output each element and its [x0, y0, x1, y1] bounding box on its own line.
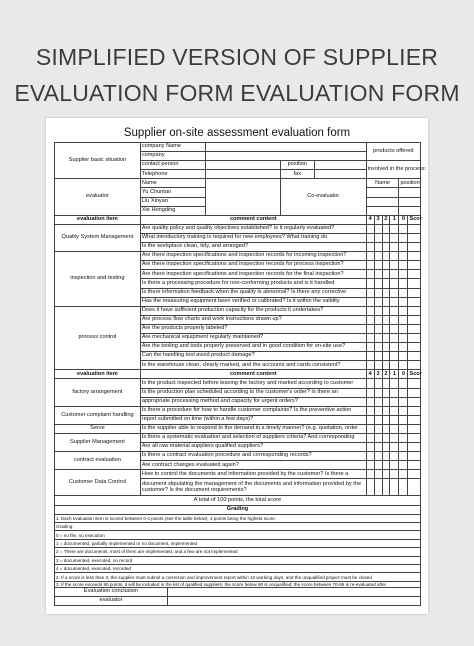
score-value-cell[interactable] — [408, 361, 421, 370]
conclusion-evaluator-value[interactable] — [167, 596, 420, 605]
score-checkbox-cell[interactable] — [374, 343, 382, 352]
score-3-header: 3 — [374, 370, 382, 379]
evaluation-item-label: Customer Data Control — [55, 470, 141, 496]
score-checkbox-cell[interactable] — [374, 406, 382, 415]
grading-row — [55, 523, 421, 531]
score-checkbox-cell[interactable] — [399, 415, 408, 424]
score-value-cell[interactable] — [408, 270, 421, 279]
evaluation-conclusion-value[interactable] — [167, 587, 420, 596]
position-value[interactable] — [314, 161, 366, 170]
score-checkbox-cell[interactable] — [390, 415, 399, 424]
score-checkbox-cell[interactable] — [382, 306, 390, 315]
score-checkbox-cell[interactable] — [366, 343, 374, 352]
score-checkbox-cell[interactable] — [382, 343, 390, 352]
score-checkbox-cell[interactable] — [382, 324, 390, 333]
score-0-header: 0 — [399, 215, 408, 224]
score-checkbox-cell[interactable] — [390, 261, 399, 270]
comment-content-cell: Is the workplace clean, tidy, and arranged? — [140, 243, 366, 252]
score-checkbox-cell[interactable] — [366, 270, 374, 279]
contact-person-label: contact person — [140, 161, 205, 170]
score-value-cell[interactable] — [408, 324, 421, 333]
table-row — [55, 424, 421, 433]
fax-label: fax — [280, 170, 314, 179]
score-checkbox-cell[interactable] — [374, 479, 382, 496]
table-row — [55, 452, 421, 461]
score-checkbox-cell[interactable] — [374, 443, 382, 452]
score-value-cell[interactable] — [408, 297, 421, 306]
comment-content-cell: Are the tooling and tools properly preserved and in good condition for on-site use? — [140, 343, 366, 352]
comment-content-cell: Is there a processing procedure for non-conforming products and is it handled — [140, 279, 366, 288]
co-position-label: position — [399, 179, 421, 188]
score-value-cell[interactable] — [408, 315, 421, 324]
score-checkbox-cell[interactable] — [374, 324, 382, 333]
score-value-cell[interactable] — [408, 461, 421, 470]
score-value-cell[interactable] — [408, 306, 421, 315]
evaluation-item-label: Supplier Management — [55, 434, 141, 452]
score-checkbox-cell[interactable] — [366, 252, 374, 261]
comment-content-cell: What introductory training is required for new employees? What training do — [140, 233, 366, 242]
table-row — [55, 470, 421, 479]
score-checkbox-cell[interactable] — [366, 288, 374, 297]
supplier-basic-situation-label: Supplier basic situation — [55, 143, 141, 179]
comment-content-cell: Is the product inspected before leaving the factory and marked according to customer — [140, 379, 366, 388]
score-value-cell[interactable] — [408, 470, 421, 479]
score-checkbox-cell[interactable] — [390, 452, 399, 461]
score-checkbox-cell[interactable] — [390, 279, 399, 288]
evaluation-item-label: Serve — [55, 424, 141, 433]
co-position-cell[interactable] — [399, 197, 421, 206]
score-3-header: 3 — [374, 215, 382, 224]
comment-content-cell: Is the supplier able to respond to the demand in a timely manner? (e.g. quotation, order — [140, 424, 366, 433]
page-subtitle: EVALUATION FORM EVALUATION FORM — [14, 80, 460, 106]
score-value-cell[interactable] — [408, 343, 421, 352]
co-name-cell[interactable] — [366, 188, 399, 197]
co-position-cell[interactable] — [399, 206, 421, 215]
score-checkbox-cell[interactable] — [390, 361, 399, 370]
total-row: A total of 100 points, the total score — [55, 496, 421, 505]
section-2-body — [55, 379, 421, 496]
score-value-cell[interactable] — [408, 406, 421, 415]
score-checkbox-cell[interactable] — [382, 379, 390, 388]
position-label: position — [280, 161, 314, 170]
score-checkbox-cell[interactable] — [382, 279, 390, 288]
grading-line: 4 = documented, executed, recorded — [55, 565, 421, 573]
co-position-cell[interactable] — [399, 188, 421, 197]
score-checkbox-cell[interactable] — [366, 470, 374, 479]
score-label-header: Scor — [408, 370, 421, 379]
score-checkbox-cell[interactable] — [390, 324, 399, 333]
score-checkbox-cell[interactable] — [390, 233, 399, 242]
score-checkbox-cell[interactable] — [390, 243, 399, 252]
grading-row — [55, 539, 421, 547]
grading-row — [55, 556, 421, 564]
score-checkbox-cell[interactable] — [382, 415, 390, 424]
score-checkbox-cell[interactable] — [374, 306, 382, 315]
score-checkbox-cell[interactable] — [390, 397, 399, 406]
score-checkbox-cell[interactable] — [366, 233, 374, 242]
score-checkbox-cell[interactable] — [399, 434, 408, 443]
score-checkbox-cell[interactable] — [390, 388, 399, 397]
score-value-cell[interactable] — [408, 261, 421, 270]
score-value-cell[interactable] — [408, 379, 421, 388]
score-checkbox-cell[interactable] — [399, 479, 408, 496]
name-label: Name — [140, 179, 205, 188]
score-checkbox-cell[interactable] — [399, 243, 408, 252]
grading-row — [55, 548, 421, 556]
grading-line: Grading: — [55, 523, 421, 531]
score-checkbox-cell[interactable] — [374, 288, 382, 297]
score-checkbox-cell[interactable] — [374, 333, 382, 342]
score-checkbox-cell[interactable] — [382, 434, 390, 443]
score-label-header: Scor — [408, 215, 421, 224]
score-checkbox-cell[interactable] — [382, 315, 390, 324]
table-row — [55, 379, 421, 388]
grading-line: 3 = documented, executed, no record — [55, 556, 421, 564]
comment-content-cell: Are contract changes evaluated again? — [140, 461, 366, 470]
score-checkbox-cell[interactable] — [366, 333, 374, 342]
co-name-cell[interactable] — [366, 206, 399, 215]
score-value-cell[interactable] — [408, 224, 421, 233]
score-checkbox-cell[interactable] — [374, 434, 382, 443]
score-checkbox-cell[interactable] — [382, 261, 390, 270]
grading-row — [55, 531, 421, 539]
table-row — [55, 434, 421, 443]
grading-row — [55, 514, 421, 522]
score-4-header: 4 — [366, 215, 374, 224]
evaluation-item-label: Quality System Management — [55, 224, 141, 251]
score-checkbox-cell[interactable] — [382, 297, 390, 306]
co-name-label: Name — [366, 179, 399, 188]
grading-line: 1 = documented, partially implemented or no document, implemented — [55, 539, 421, 547]
score-checkbox-cell[interactable] — [366, 352, 374, 361]
score-checkbox-cell[interactable] — [399, 424, 408, 433]
score-checkbox-cell[interactable] — [382, 470, 390, 479]
conclusion-evaluator-label: evaluator — [55, 596, 168, 605]
score-checkbox-cell[interactable] — [382, 397, 390, 406]
score-value-cell[interactable] — [408, 288, 421, 297]
score-value-cell[interactable] — [408, 415, 421, 424]
score-checkbox-cell[interactable] — [399, 406, 408, 415]
company-label: company — [140, 152, 205, 161]
score-checkbox-cell[interactable] — [399, 252, 408, 261]
score-checkbox-cell[interactable] — [382, 352, 390, 361]
score-value-cell[interactable] — [408, 424, 421, 433]
evaluation-form-sheet — [46, 118, 428, 614]
score-checkbox-cell[interactable] — [399, 261, 408, 270]
score-checkbox-cell[interactable] — [399, 297, 408, 306]
score-checkbox-cell[interactable] — [390, 461, 399, 470]
score-checkbox-cell[interactable] — [399, 397, 408, 406]
score-checkbox-cell[interactable] — [366, 424, 374, 433]
comment-content-cell: Are the products properly labeled? — [140, 324, 366, 333]
grading-line: 2. If a score is less than 3, the supplier must submit a correction and improvement report within 10 working days, and the unqualified project must be closed — [55, 573, 421, 581]
grading-line: 2 = There are documents, most of them are implemented, and a few are not implemented — [55, 548, 421, 556]
evaluation-item-header: evaluation item — [55, 370, 141, 379]
comment-content-header: comment content — [140, 215, 366, 224]
score-checkbox-cell[interactable] — [382, 270, 390, 279]
score-checkbox-cell[interactable] — [382, 479, 390, 496]
comment-content-cell: appropriate processing method and capacity for urgent orders? — [140, 397, 366, 406]
score-2-header: 2 — [382, 370, 390, 379]
comment-content-cell: Are quality policy and quality objectives established? Is it regularly evaluated? — [140, 224, 366, 233]
telephone-value[interactable] — [206, 170, 281, 179]
evaluator-blank — [206, 179, 281, 215]
score-checkbox-cell[interactable] — [374, 361, 382, 370]
score-checkbox-cell[interactable] — [374, 252, 382, 261]
score-value-cell[interactable] — [408, 452, 421, 461]
score-checkbox-cell[interactable] — [399, 343, 408, 352]
score-checkbox-cell[interactable] — [366, 479, 374, 496]
score-checkbox-cell[interactable] — [366, 261, 374, 270]
comment-content-cell: Can the handling tool avoid product damage? — [140, 352, 366, 361]
score-checkbox-cell[interactable] — [390, 224, 399, 233]
score-checkbox-cell[interactable] — [366, 224, 374, 233]
comment-content-cell: Is there information feedback when the quality is abnormal? Is there any corrective — [140, 288, 366, 297]
score-checkbox-cell[interactable] — [399, 333, 408, 342]
score-checkbox-cell[interactable] — [390, 479, 399, 496]
score-value-cell[interactable] — [408, 233, 421, 242]
score-checkbox-cell[interactable] — [374, 279, 382, 288]
score-checkbox-cell[interactable] — [399, 470, 408, 479]
table-row — [55, 306, 421, 315]
comment-content-header: comment content — [140, 370, 366, 379]
score-0-header: 0 — [399, 370, 408, 379]
score-2-header: 2 — [382, 215, 390, 224]
grading-header: Grading — [55, 505, 421, 514]
score-checkbox-cell[interactable] — [374, 461, 382, 470]
comment-content-cell: Are there inspection specifications and inspection records for process inspection? — [140, 261, 366, 270]
score-checkbox-cell[interactable] — [390, 288, 399, 297]
score-checkbox-cell[interactable] — [390, 333, 399, 342]
score-checkbox-cell[interactable] — [390, 306, 399, 315]
score-checkbox-cell[interactable] — [399, 233, 408, 242]
evaluation-item-label: process control — [55, 306, 141, 370]
evaluator-name: Yu Chuntao — [140, 188, 205, 197]
score-checkbox-cell[interactable] — [374, 379, 382, 388]
score-checkbox-cell[interactable] — [374, 233, 382, 242]
score-checkbox-cell[interactable] — [390, 470, 399, 479]
grading-row — [55, 573, 421, 581]
score-checkbox-cell[interactable] — [390, 270, 399, 279]
score-checkbox-cell[interactable] — [382, 388, 390, 397]
score-checkbox-cell[interactable] — [399, 288, 408, 297]
products-offered-label: products offered — [366, 143, 420, 161]
score-value-cell[interactable] — [408, 397, 421, 406]
score-checkbox-cell[interactable] — [382, 406, 390, 415]
comment-content-cell: Does it have sufficient production capacity for the products it undertakes? — [140, 306, 366, 315]
score-checkbox-cell[interactable] — [366, 461, 374, 470]
score-checkbox-cell[interactable] — [366, 406, 374, 415]
score-checkbox-cell[interactable] — [382, 252, 390, 261]
evaluation-item-header: evaluation item — [55, 215, 141, 224]
score-value-cell[interactable] — [408, 333, 421, 342]
score-checkbox-cell[interactable] — [382, 224, 390, 233]
score-checkbox-cell[interactable] — [390, 379, 399, 388]
evaluation-item-label: inspection and testing — [55, 252, 141, 307]
evaluator-name: Liu Xinyan — [140, 197, 205, 206]
comment-content-cell: Is the warehouse clean, clearly marked, and the accounts and cards consistent? — [140, 361, 366, 370]
score-value-cell[interactable] — [408, 434, 421, 443]
score-checkbox-cell[interactable] — [399, 452, 408, 461]
evaluation-table — [54, 142, 427, 606]
comment-content-cell: Is there a contract evaluation procedure and corresponding records? — [140, 452, 366, 461]
score-checkbox-cell[interactable] — [366, 324, 374, 333]
score-checkbox-cell[interactable] — [382, 361, 390, 370]
score-checkbox-cell[interactable] — [374, 224, 382, 233]
score-checkbox-cell[interactable] — [399, 461, 408, 470]
score-checkbox-cell[interactable] — [366, 306, 374, 315]
score-checkbox-cell[interactable] — [374, 315, 382, 324]
table-row — [55, 252, 421, 261]
comment-content-cell: How to control the documents and information provided by the customer? Is there a — [140, 470, 366, 479]
score-checkbox-cell[interactable] — [374, 388, 382, 397]
score-checkbox-cell[interactable] — [390, 352, 399, 361]
score-checkbox-cell[interactable] — [374, 270, 382, 279]
comment-content-cell: Are there inspection specifications and inspection records for incoming inspection? — [140, 252, 366, 261]
score-1-header: 1 — [390, 370, 399, 379]
evaluation-conclusion-label: Evaluation conclusion — [55, 587, 168, 596]
comment-content-cell: Is the production plan scheduled according to the customer's order? Is there an — [140, 388, 366, 397]
score-checkbox-cell[interactable] — [366, 452, 374, 461]
score-value-cell[interactable] — [408, 252, 421, 261]
company-value[interactable] — [206, 152, 366, 161]
score-checkbox-cell[interactable] — [382, 443, 390, 452]
score-checkbox-cell[interactable] — [374, 261, 382, 270]
score-checkbox-cell[interactable] — [399, 361, 408, 370]
score-checkbox-cell[interactable] — [390, 443, 399, 452]
score-checkbox-cell[interactable] — [374, 415, 382, 424]
co-name-cell[interactable] — [366, 197, 399, 206]
comment-content-cell: document stipulating the management of the documents and information provided by the customer? Is the document requirements? — [140, 479, 366, 496]
fax-value[interactable] — [314, 170, 366, 179]
comment-content-cell: Are process flow charts and work instructions drawn up? — [140, 315, 366, 324]
table-row — [55, 224, 421, 233]
page-title: SIMPLIFIED VERSION OF SUPPLIER — [35, 44, 439, 70]
score-4-header: 4 — [366, 370, 374, 379]
score-checkbox-cell[interactable] — [366, 443, 374, 452]
comment-content-cell: Are all raw material suppliers qualified suppliers? — [140, 443, 366, 452]
score-value-cell[interactable] — [408, 388, 421, 397]
score-checkbox-cell[interactable] — [366, 243, 374, 252]
comment-content-cell: Is there a systematic evaluation and selection of suppliers criteria? And corresponding — [140, 434, 366, 443]
grading-line: 0 = no file, no execution — [55, 531, 421, 539]
score-checkbox-cell[interactable] — [399, 270, 408, 279]
score-value-cell[interactable] — [408, 279, 421, 288]
score-checkbox-cell[interactable] — [382, 233, 390, 242]
evaluation-item-label: Customer complaint handling — [55, 406, 141, 424]
score-checkbox-cell[interactable] — [366, 361, 374, 370]
score-checkbox-cell[interactable] — [390, 297, 399, 306]
score-checkbox-cell[interactable] — [382, 461, 390, 470]
score-checkbox-cell[interactable] — [399, 379, 408, 388]
score-value-cell[interactable] — [408, 243, 421, 252]
comment-content-cell: Is there a procedure for how to handle customer complaints? Is the preventive action — [140, 406, 366, 415]
comment-content-cell: Are mechanical equipment regularly maintained? — [140, 333, 366, 342]
score-checkbox-cell[interactable] — [366, 434, 374, 443]
score-checkbox-cell[interactable] — [390, 315, 399, 324]
score-checkbox-cell[interactable] — [382, 288, 390, 297]
score-checkbox-cell[interactable] — [390, 252, 399, 261]
involved-label: involved in the process: — [366, 161, 420, 179]
score-checkbox-cell[interactable] — [390, 424, 399, 433]
score-1-header: 1 — [390, 215, 399, 224]
evaluator-label: evaluator — [55, 179, 141, 215]
score-checkbox-cell[interactable] — [374, 352, 382, 361]
score-checkbox-cell[interactable] — [399, 352, 408, 361]
score-checkbox-cell[interactable] — [399, 443, 408, 452]
score-checkbox-cell[interactable] — [399, 306, 408, 315]
comment-content-cell: Are there inspection specifications and inspection records for the final inspection? — [140, 270, 366, 279]
score-value-cell[interactable] — [408, 479, 421, 496]
score-value-cell[interactable] — [408, 352, 421, 361]
table-row — [55, 406, 421, 415]
score-checkbox-cell[interactable] — [374, 452, 382, 461]
contact-person-value[interactable] — [206, 161, 281, 170]
company-name-label: company Name — [140, 143, 205, 152]
score-checkbox-cell[interactable] — [366, 388, 374, 397]
evaluator-name: Xie Hongding — [140, 206, 205, 215]
score-value-cell[interactable] — [408, 443, 421, 452]
score-checkbox-cell[interactable] — [382, 243, 390, 252]
grading-line: 1. Each evaluation item is scored between 0-4 points (see the table below), 4 points being the highest score. — [55, 514, 421, 522]
comment-content-cell: report submitted on time (within a few days)? — [140, 415, 366, 424]
score-checkbox-cell[interactable] — [366, 315, 374, 324]
company-name-value[interactable] — [206, 143, 366, 152]
score-checkbox-cell[interactable] — [366, 415, 374, 424]
score-checkbox-cell[interactable] — [366, 397, 374, 406]
telephone-label: Telephone — [140, 170, 205, 179]
score-checkbox-cell[interactable] — [374, 424, 382, 433]
score-checkbox-cell[interactable] — [390, 343, 399, 352]
score-checkbox-cell[interactable] — [366, 379, 374, 388]
evaluation-item-label: contract evaluation — [55, 452, 141, 470]
score-checkbox-cell[interactable] — [366, 279, 374, 288]
score-checkbox-cell[interactable] — [382, 452, 390, 461]
section-1-body — [55, 224, 421, 370]
grading-tail: 3. If the score exceeds 90 points, it will be included in the list of qualified suppliers; the score below 90 is unqualified; the score between 70-85 is re-evaluated after — [55, 581, 421, 587]
score-checkbox-cell[interactable] — [399, 388, 408, 397]
co-evaluator-label: Co-evaluator — [280, 179, 366, 215]
form-title: Supplier on-site assessment evaluation form — [123, 127, 351, 139]
grading-row — [55, 565, 421, 573]
score-checkbox-cell[interactable] — [382, 424, 390, 433]
score-checkbox-cell[interactable] — [390, 434, 399, 443]
score-checkbox-cell[interactable] — [399, 279, 408, 288]
score-checkbox-cell[interactable] — [374, 397, 382, 406]
score-checkbox-cell[interactable] — [390, 406, 399, 415]
score-checkbox-cell[interactable] — [399, 324, 408, 333]
grading-body — [55, 514, 421, 581]
evaluation-item-label: factory arrangement — [55, 379, 141, 406]
score-checkbox-cell[interactable] — [374, 470, 382, 479]
score-checkbox-cell[interactable] — [374, 297, 382, 306]
score-checkbox-cell[interactable] — [374, 243, 382, 252]
score-checkbox-cell[interactable] — [399, 224, 408, 233]
score-checkbox-cell[interactable] — [399, 315, 408, 324]
score-checkbox-cell[interactable] — [366, 297, 374, 306]
score-checkbox-cell[interactable] — [382, 333, 390, 342]
comment-content-cell: Has the measuring equipment been verified or calibrated? Is it within the validity — [140, 297, 366, 306]
